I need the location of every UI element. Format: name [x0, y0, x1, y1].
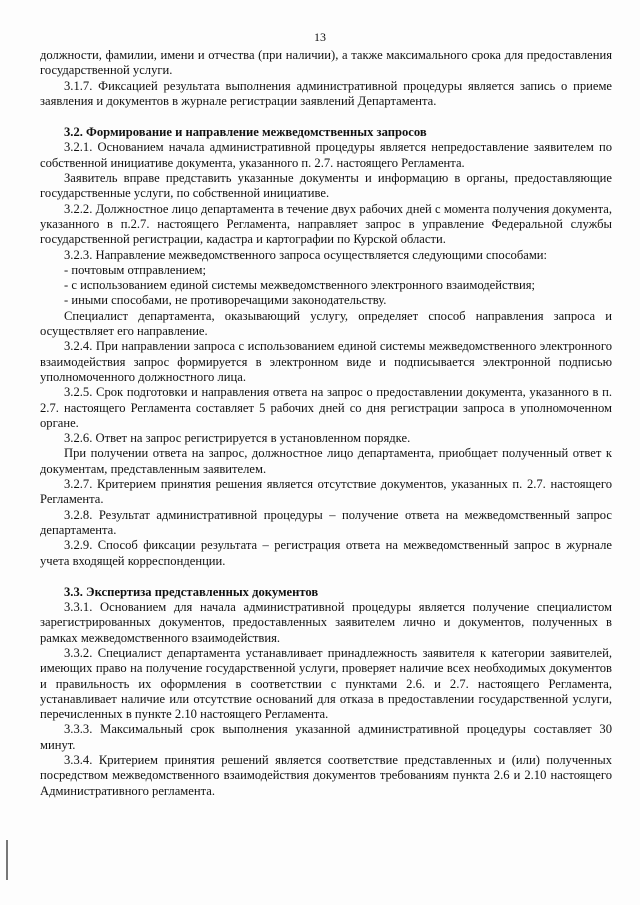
paragraph: 3.3.1. Основанием для начала административной процедуры является получение специалистом зарегистрированных документов, предоставленных заявителем лично и документов, полученных в рамках межведомственного взаимодействия. — [40, 600, 612, 645]
paragraph: - иными способами, не противоречащими законодательству. — [64, 293, 387, 308]
paragraph: 3.2.3. Направление межведомственного запроса осуществляется следующими способами: — [64, 247, 548, 262]
paragraph: 3.2.4. При направлении запроса с использованием единой системы межведомственного электронного взаимодействия запрос формируется в электронном виде и подписывается электронной подписью уполномоченного должностного лица. — [40, 339, 612, 384]
section-heading: 3.2. Формирование и направление межведомственных запросов — [64, 125, 427, 140]
paragraph: 3.1.7. Фиксацией результата выполнения административной процедуры является запись о приеме заявления и документов в журнале регистрации заявлений Департамента. — [40, 78, 612, 108]
paragraph: - почтовым отправлением; — [64, 262, 206, 277]
paragraph: Специалист департамента, оказывающий услугу, определяет способ направления запроса и осуществляет его направление. — [40, 308, 612, 339]
page-number: 13 — [314, 30, 326, 44]
paragraph: 3.2.2. Должностное лицо департамента в течение двух рабочих дней с момента получения документа, указанного в п.2.7. настоящего Регламента, направляет запрос в управление Федеральной службы государственной регистрации, кадастра и картографии по Курской области. — [40, 201, 612, 247]
paragraph: - с использованием единой системы межведомственного электронного взаимодействия; — [64, 278, 536, 293]
scan-edge-mark — [6, 840, 8, 880]
paragraph: 3.2.8. Результат административной процедуры – получение ответа на межведомственный запрос департамента. — [40, 507, 612, 537]
paragraph: 3.2.5. Срок подготовки и направления ответа на запрос о предоставлении документа, указанного в п. 2.7. настоящего Регламента составляет 5 рабочих дней со дня регистрации запроса в уполномоченном органе. — [40, 385, 612, 430]
paragraph: 3.2.6. Ответ на запрос регистрируется в установленном порядке. — [64, 431, 411, 446]
paragraph: При получении ответа на запрос, должностное лицо департамента, приобщает полученный ответ к документам, представленным заявителем. — [40, 446, 612, 476]
paragraph: должности, фамилии, имени и отчества (при наличии), а также максимального срока для предоставления государственной услуги. — [40, 48, 612, 78]
paragraph: 3.3.3. Максимальный срок выполнения указанной административной процедуры составляет 30 минут. — [40, 722, 612, 752]
paragraph: 3.3.2. Специалист департамента устанавливает принадлежность заявителя к категории заявителей, имеющих право на получение государственной услуги, проверяет наличие всех необходимых документов и правильность их оформления в соответствии с пунктами 2.6. и 2.7. настоящего Регламента, устанавливает наличие или отсутствие оснований для отказа в предоставлении государственной услуги, перечисленных в пункте 2.10 настоящего Регламента. — [40, 645, 612, 722]
section-heading: 3.3. Экспертиза представленных документов — [64, 584, 319, 599]
paragraph: Заявитель вправе представить указанные документы и информацию в органы, предоставляющие государственные услуги, по собственной инициативе. — [40, 171, 612, 201]
paragraph: 3.2.7. Критерием принятия решения является отсутствие документов, указанных п. 2.7. настоящего Регламента. — [40, 477, 612, 507]
document-body — [40, 48, 612, 799]
paragraph: 3.2.1. Основанием начала административной процедуры является непредоставление заявителем по собственной инициативе документа, указанного п. 2.7. настоящего Регламента. — [40, 140, 612, 170]
paragraph: 3.2.9. Способ фиксации результата – регистрация ответа на межведомственный запрос в журнале учета входящей корреспонденции. — [40, 538, 612, 568]
paragraph: 3.3.4. Критерием принятия решений является соответствие представленных и (или) полученных посредством межведомственного взаимодействия документов требованиям пункта 2.6 и 2.10 настоящего Административного регламента. — [40, 753, 612, 798]
